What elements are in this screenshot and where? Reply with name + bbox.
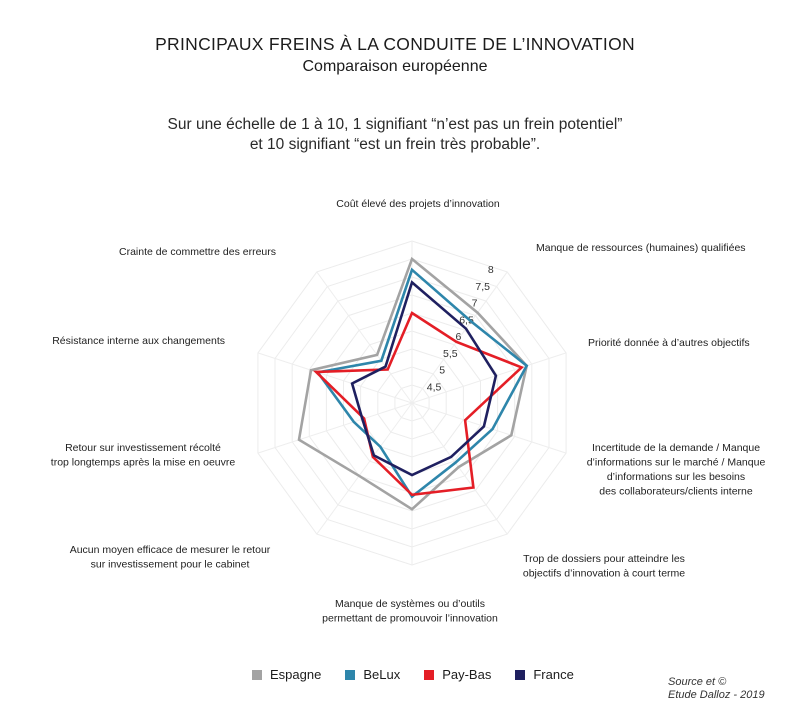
- scale-description-line-1: Sur une échelle de 1 à 10, 1 signifiant “n’est pas un frein potentiel”: [167, 116, 623, 133]
- legend-swatch-belux: [345, 670, 355, 680]
- axis-label-7: sur investissement pour le cabinet: [90, 558, 250, 571]
- source-line-2: Etude Dalloz - 2019: [668, 689, 765, 701]
- axis-label-6: permettant de promouvoir l’innovation: [322, 612, 498, 625]
- axis-label-2: Manque de ressources (humaines) qualifiées: [536, 242, 746, 254]
- grid-spoke: [412, 403, 566, 453]
- tick-label: 8: [487, 264, 494, 277]
- tick-label: 6: [455, 331, 462, 343]
- legend-swatch-espagne: [252, 670, 262, 680]
- axis-label-9: Résistance interne aux changements: [52, 335, 225, 347]
- series-espagne: [299, 259, 527, 509]
- tick-label: 4,5: [426, 381, 442, 394]
- legend-label-espagne: Espagne: [270, 667, 322, 682]
- axis-label-4: d’informations sur le marché / Manque: [586, 456, 766, 469]
- chart-title: PRINCIPAUX FREINS À LA CONDUITE DE L’INNOVATION: [155, 34, 635, 54]
- scale-description-line-2: et 10 signifiant “est un frein très probable”.: [249, 136, 541, 153]
- axis-label-3: Priorité donnée à d’autres objectifs: [588, 337, 750, 349]
- source-note: [668, 676, 765, 702]
- axis-label-7: Aucun moyen efficace de mesurer le retour: [69, 544, 271, 556]
- source-line-1: Source et ©: [668, 676, 727, 688]
- axis-label-1: Coût élevé des projets d’innovation: [336, 198, 500, 210]
- axis-label-4: d’informations sur les besoins: [606, 471, 746, 483]
- legend-item-espagne: [252, 667, 321, 682]
- legend-label-france: France: [533, 667, 574, 682]
- grid-spoke: [412, 353, 566, 403]
- legend-item-belux: [345, 667, 400, 682]
- axis-label-5: objectifs d’innovation à court terme: [522, 567, 686, 580]
- tick-label: 7,5: [475, 280, 491, 293]
- chart-subtitle: Comparaison européenne: [302, 58, 488, 75]
- axis-label-10: Crainte de commettre des erreurs: [119, 246, 276, 258]
- axis-label-4: Incertitude de la demande / Manque: [591, 442, 761, 454]
- tick-label: 7: [471, 297, 478, 310]
- axis-label-8: Retour sur investissement récolté: [65, 442, 221, 454]
- tick-label: 5: [439, 364, 446, 377]
- legend-swatch-pay-bas: [424, 670, 434, 680]
- legend-item-france: [515, 667, 573, 682]
- tick-label: 6,5: [459, 314, 474, 327]
- grid-spoke: [317, 272, 412, 403]
- axis-label-8: trop longtemps après la mise en oeuvre: [50, 456, 236, 469]
- legend-label-belux: BeLux: [363, 667, 401, 682]
- legend: [252, 667, 598, 682]
- axis-label-5: Trop de dossiers pour atteindre les: [523, 553, 685, 565]
- legend-swatch-france: [515, 670, 525, 680]
- legend-label-pay-bas: Pay-Bas: [442, 667, 492, 682]
- tick-label: 5,5: [442, 347, 458, 360]
- axis-label-6: Manque de systèmes ou d’outils: [335, 598, 485, 610]
- axis-label-4: des collaborateurs/clients interne: [599, 485, 753, 498]
- legend-item-pay-bas: [424, 667, 491, 682]
- grid-spoke: [258, 403, 412, 453]
